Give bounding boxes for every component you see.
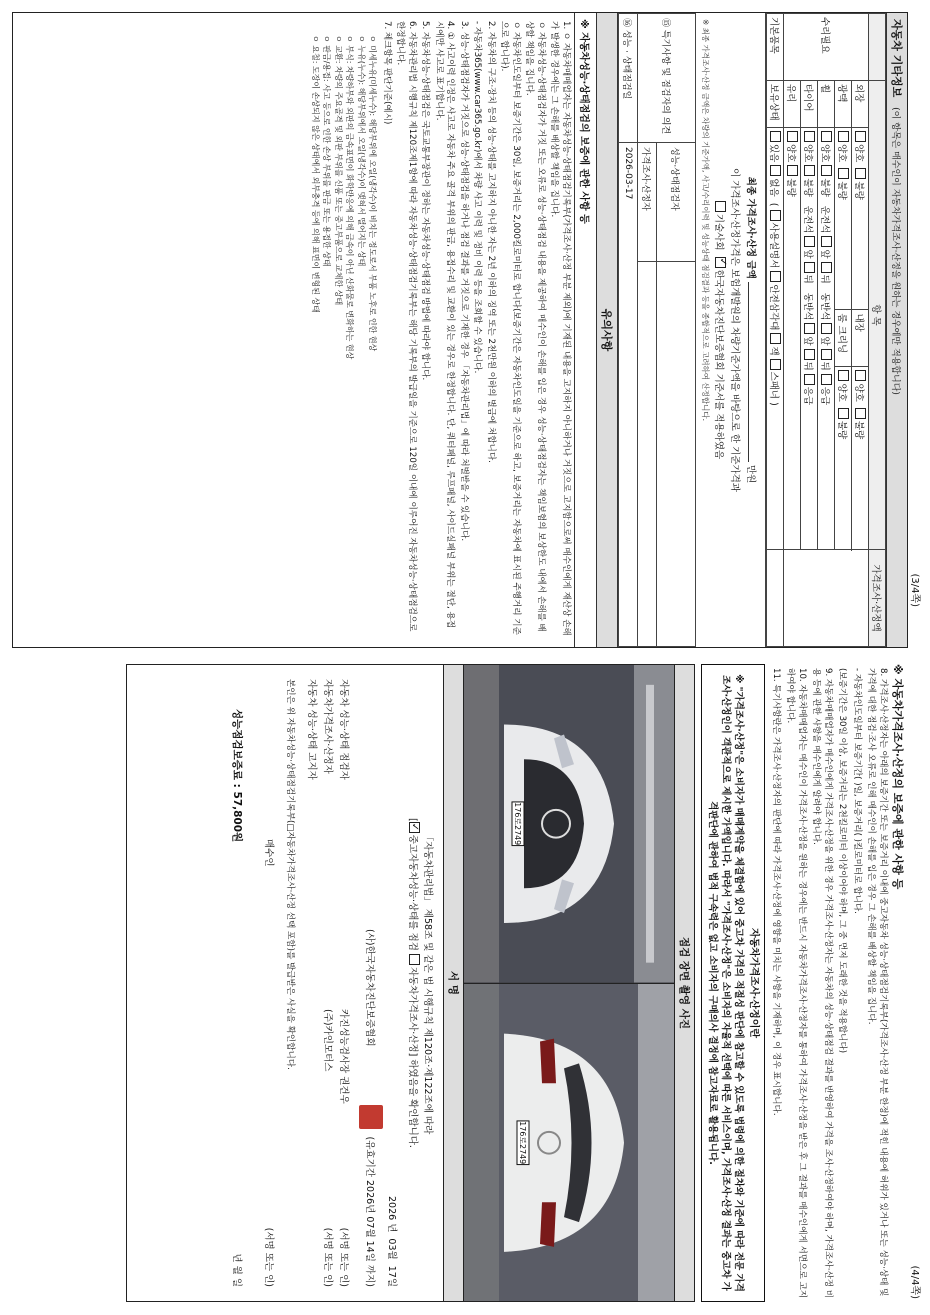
signature-title: 서 명	[444, 665, 464, 1301]
receipt-date: 년 월 일	[231, 1253, 243, 1287]
association-name: (사)한국자동차진단보증협회	[364, 929, 376, 1047]
checkbox[interactable]	[821, 374, 832, 385]
notice-list	[307, 13, 575, 647]
inspection-photo-frame	[464, 664, 696, 1302]
checkbox[interactable]	[770, 131, 781, 142]
callout-text: ※ "가격조사·산정"은 소비자가 매매계약을 체결함에 있어 중고차 가격의 적절성 판단에 참고할 수 있도록 법령에 의한 절차와 기준에 따라 전문 가격조사·산정인이 객관적으로 제시한 가액입니다. 따라서 "가격조사·산정"은 소비자의 자율적 선택에 따른 서비스이며, 가격조사·산정 결과는 중고차 가격판단에 관하여 법적 구속력은 없고 소비자의 구매의사 결정에 참고자료로 활용됩니다.	[707, 674, 745, 1292]
plate-text-rear: 176로2749	[518, 1120, 528, 1164]
checkbox[interactable]	[770, 165, 781, 176]
validity-period: (유효기간 2026년 07월 14일 까지)	[364, 1136, 376, 1287]
checkbox[interactable]	[804, 165, 815, 176]
checkbox[interactable]	[855, 168, 866, 179]
glass-label: 유리	[784, 81, 801, 128]
checkbox-used-car-inspection[interactable]	[410, 822, 421, 833]
basic-label: 기본품목	[767, 14, 784, 81]
price-guarantee-panel	[12, 664, 908, 1302]
checkbox[interactable]	[787, 165, 798, 176]
checkbox[interactable]	[787, 131, 798, 142]
sign-date: 2026 년 03월 17일	[386, 1196, 398, 1287]
signer-label: 자동차가격조사·산정자	[322, 679, 334, 774]
notice-item: ㅇ 자동차인도일부터 보증기간은 30일, 보증거리는 2,000킬로미터로 합니다(보증기간은 자동차인도일을 기준으로 하고, 보증거리는 자동차에 표시된 주행거리 기준으로 합니다).	[499, 21, 521, 635]
page-number-right: (4/4쪽)	[909, 1265, 920, 1299]
buyer-sign: (서명 또는 인)	[263, 1227, 275, 1287]
notice-item: ㅇ 자동차성능·상태점검자가 거짓 또는 오류로 성능·상태점검 내용을 제공하여 매수인이 손해를 입은 경우 성능·상태점검자는 책임보험의 보상한도 내에서 손해를 배상할 책임을 집니다.	[524, 21, 546, 632]
checkbox-price-appraisal[interactable]	[410, 954, 421, 965]
checkbox[interactable]	[821, 323, 832, 334]
checkbox[interactable]	[855, 131, 866, 142]
notice-item: 1. ㅇ 자동차매매업자는 자동차성능·상태점검기록부(가격조사·산정 부분 제외)에 기재된 내용을 고지하지 아니하거나 거짓으로 고지함으로써 매수인에게 재산상 손해가 발생한 경우에는 그 손해를 배상할 책임을 집니다.	[549, 21, 571, 636]
other-info-title: 자동차 기타정보	[890, 19, 903, 98]
inspection-date-value: 2026-03-17	[619, 143, 638, 647]
checkbox[interactable]	[770, 210, 781, 221]
final-price-label: 최종 가격조사·산정 금액	[745, 176, 756, 279]
inspector-remarks-table	[618, 13, 696, 647]
checkbox[interactable]	[770, 271, 781, 282]
signer-label: 자동차 성능·상태 고지자	[306, 679, 318, 780]
declaration-text: 「자동차관리법」 제58조 및 같은 법 시행규칙 제120조·제122조에 따라	[422, 831, 434, 1135]
notice-item: 2. 자동차의 구조·장치 등의 성능·상태를 고지하지 아니한 자는 2년 이하의 징역 또는 2천만원 이하의 벌금에 처합니다.	[486, 21, 496, 463]
criteria-item: ㅇ 부식: 차량하부와 외판의 금속표면이 화학반응에 의해 금속이 아닌 산화물로 변화하는 현상	[345, 35, 355, 360]
col-item: 항 목	[869, 81, 886, 550]
appraisal-callout	[702, 664, 766, 1302]
page-number-left: (3/4쪽)	[909, 573, 920, 607]
car-front-image	[465, 665, 675, 983]
row-wheel: 휠 양호 불량 운전석 앞 뒤 동반석 앞 뒤 응급	[818, 14, 835, 647]
row-gloss: 광택 양호 불량 룸 크리닝 양호 불량	[835, 14, 852, 647]
gloss-label: 광택	[835, 81, 852, 128]
final-price-block: 최종 가격조사·산정 금액 만원 이 가격조사·산정가격은 보험개발원의 차량기준가액을 바탕으로 한 기준가격과 기술사회 ✓한국자동차진단보증협회 기준서를 적용하였음 ※ 최종 가격조사·산정 금액은 차량의 기준가액, 사고/수리이력 및 성능상태 점검결과 등을 종합적으로 고려하여 산정합니다.	[696, 13, 766, 647]
photo-title: 점검 장면 촬영 사진	[675, 665, 695, 1301]
plate-text-front: 176로2749	[513, 802, 523, 846]
checkbox[interactable]	[855, 408, 866, 419]
tire-label: 타이어	[801, 81, 818, 128]
signer-sign: (서명 또는 인)	[338, 1227, 350, 1287]
criteria-item: ㅇ 요철: 도장이 손상되지 않은 상태에서 외부충격 등에 의해 표면이 변형된 상태	[311, 35, 320, 313]
exterior-label: 외장	[852, 81, 869, 128]
criteria-item: ㅇ 판금/용접: 사고 등으로 인한 손상 부위를 판금 또는 용접한 상태	[322, 35, 332, 267]
notice-item: 3. 성능·상태점검자가 거짓으로 성능·상태점검을 하거나 점검 결과를 거짓으로 기재한 경우 「자동차관리법」에 따라 처벌받을 수 있습니다.	[459, 21, 469, 542]
signature-frame: 서 명 「자동차관리법」 제58조 및 같은 법 시행규칙 제120조·제122조에 따라 [✓중고자동차성능·상태를 점검 자동차가격조사·산정] 하였음을 확인합니다. 2026 년 03월 17일 (사)한국자동차진단보증협회 (유효기간 2026년 07월 14일 까지) 자동차 성능·상태 점검자 카진성능검사장 권건우 (서명 또는 인) 자동차가격조사·산정자 (주)카인모터스 (서명 또는 인) 자동차 성능·상태 고지자 본인은 위 자동차성능·상태점검기록부(□자동차가격조사·산정 선택 포함)를 발급받은 사실을 확인합니다. 매수인 (서명 또는 인) 성능점검보증료 : 57,800원 년 월 일	[127, 664, 464, 1302]
checkbox[interactable]	[770, 333, 781, 344]
signer-label: 자동차 성능·상태 점검자	[338, 679, 350, 780]
other-info-header	[886, 13, 907, 647]
checkbox[interactable]	[838, 408, 849, 419]
guarantee-item: 11. 특기사항란은 가격조사·산정자의 판단에 따라 가격조사·산정에 영향을 미치는 사항을 기재하며, 이 경우 표시합니다.	[771, 668, 781, 1116]
checkbox[interactable]	[804, 323, 815, 334]
checkbox[interactable]	[821, 349, 832, 360]
guarantee-item: - 자동차인도일부터 보증기간( )일, 보증거리( )킬로미터로 합니다.	[852, 668, 862, 914]
criteria-item: ㅇ 교환: 차량의 주요골격 및 외판 부위를 신품 또는 중고부품으로 교체한 상태	[334, 35, 343, 306]
col-price: 가격조사·산정액	[869, 550, 886, 647]
notice-item: 6. 자동차관리법 시행규칙 제120조제1항에 따라 자동차성능·상태점검기록부는 해당 기록부의 발급일을 기준으로 120일 이내에 이루어진 자동차성능·상태점검으로 한정합니다.	[395, 21, 417, 632]
vehicle-other-info-panel	[12, 12, 908, 648]
criteria-item: ㅇ 누유(누수): 해당부위에서 오일(냉각수)이 맺혀서 떨어지는 상태	[357, 35, 366, 267]
interior-label: 내장	[852, 310, 869, 367]
buyer-label: 매수인	[263, 839, 275, 867]
other-info-table	[766, 13, 886, 647]
checkbox[interactable]	[821, 236, 832, 247]
wheel-label: 휠	[818, 81, 835, 128]
row-basic: 기본품목 보유상태 있음 없음 ( 사용설명서 안전삼각대 잭 스패너 )	[767, 14, 784, 647]
receipt-text: 본인은 위 자동차성능·상태점검기록부(□자동차가격조사·산정 선택 포함)를 발급받은 사실을 확인합니다.	[285, 679, 296, 1070]
checkbox-engineers[interactable]	[715, 201, 726, 212]
association-seal-icon	[360, 1105, 384, 1129]
checkbox[interactable]	[804, 374, 815, 385]
checkbox[interactable]	[821, 165, 832, 176]
checkbox[interactable]	[838, 131, 849, 142]
checkbox-kadia[interactable]	[715, 257, 726, 268]
interior-options: 양호 불량	[852, 367, 869, 550]
col-blank	[869, 14, 886, 81]
checkbox[interactable]	[821, 262, 832, 273]
signer-sign: (서명 또는 인)	[322, 1227, 334, 1287]
guarantee-item: (보증기간은 30일 이상, 보증거리는 2천킬로미터 이상이어야 하며, 그 중 먼저 도래한 것을 적용합니다)	[837, 668, 848, 1054]
price-note: ※ 최종 가격조사·산정 금액은 차량의 기준가액, 사고/수리이력 및 성능상태 점검결과 등을 종합적으로 고려하여 산정합니다.	[701, 19, 710, 421]
checkbox[interactable]	[855, 370, 866, 381]
front-photo	[465, 665, 675, 984]
guarantee-item: 8. 가격조사·산정자는 아래의 보증기간 또는 보증거리 이내에 중고자동차 성능·상태점검기록부(가격조사·산정 부분 한정)에 적힌 내용에 허위가 있거나 또는 성능·상태 및 가격에 대한 점검·조사 오류로 인해 매수인이 손해를 입은 경우 그 손해를 배상할 책임을 집니다.	[866, 668, 888, 1297]
checkbox[interactable]	[804, 262, 815, 273]
appraiser-role: 가격조사·산정자	[638, 143, 657, 262]
row-exterior	[852, 14, 869, 647]
price-basis-text: 이 가격조사·산정가격은 보험개발원의 차량기준가액을 바탕으로 한 기준가격과	[729, 168, 740, 492]
repair-label: 수리필요	[784, 14, 869, 81]
checkbox[interactable]	[804, 236, 815, 247]
guarantee-fee: 성능점검보증료 : 57,800원	[231, 709, 244, 843]
checkbox[interactable]	[838, 168, 849, 179]
inspection-date-label: ⑯ 성능 · 상태점검일	[619, 14, 638, 143]
inspector-role: 성능·상태점검자	[657, 143, 696, 262]
guarantee-item: 10. 자동차매매업자는 매수인이 가격조사·산정을 원하는 경우에는 반드시 자동차가격조사·산정자를 통하여 가격조사·산정을 받은 후 그 결과를 매수인에게 서면으로 고지하여야 합니다.	[785, 668, 807, 1299]
car-rear-image	[465, 984, 675, 1302]
guarantee-text	[770, 664, 889, 1302]
row-tire: 타이어 양호 불량 운전석 앞 뒤 동반석 앞 뒤 응급	[801, 14, 818, 647]
callout-title: 자동차가격조사·산정이란	[748, 927, 760, 1039]
rear-photo	[465, 984, 675, 1302]
checkbox[interactable]	[804, 131, 815, 142]
guarantee-item: 9. 자동차매매업자가 매수인에게 가격조사·산정을 위한 경우 가격조사·산정자는 자동차의 성능·상태점검 결과를 반영하여 가격을 조사·산정하여야 하며, 가격조사·산정 비용 등에 관한 사항을 매수인에게 알려야 합니다.	[811, 668, 833, 1299]
possession-label: 보유상태	[767, 81, 784, 128]
notice-subhead: ※ 자동차성능·상태점검의 보증에 관한 사항 등	[574, 13, 596, 647]
signer-name: 카진성능검사장 권건우	[338, 1009, 350, 1104]
notice-item: - 자동차365(www.car365.go.kr)에서 차량 사고 이력 및 정비 이력 등을 조회할 수 있습니다.	[472, 21, 483, 374]
signer-name: (주)카인모터스	[322, 1009, 334, 1072]
row-glass: 유리 양호 불량	[784, 14, 801, 647]
checkbox[interactable]	[821, 131, 832, 142]
notice-item: 5. 자동차성능·상태점검은 국토교통부장관이 정하는 자동차성능·상태점검 방법에 따라야 합니다.	[420, 21, 431, 381]
checkbox[interactable]	[770, 359, 781, 370]
price-column	[784, 550, 869, 647]
notice-header: 유의사항	[596, 13, 618, 647]
remarks-label: ⑮ 특기사항 및 점검자의 의견	[638, 14, 696, 143]
guarantee-header: ※ 자동차가격조사·산정의 보증에 관한 사항 등	[891, 664, 904, 890]
notice-item: 4. ① 사고이력 인정은 사고로 자동차 주요 골격 부위의 판금, 용접수리 및 교환이 있는 경우로 한정합니다. 단, 쿼터패널, 루프패널, 사이드실패널 부위는 절단, 용접 시에만 사고로 표기합니다.	[434, 21, 456, 629]
price-unit: 만원	[745, 464, 756, 484]
checkbox[interactable]	[838, 370, 849, 381]
room-cleaning-label: 룸 크리닝	[835, 310, 852, 367]
criteria-item: ㅇ 미세누유(미세누수): 해당부위에 오일(냉각수)이 비치는 정도로서 부품 노후로 인한 현상	[368, 35, 378, 352]
notice-item: 7. 체크항목 판단기준(예시)	[382, 21, 392, 125]
other-info-note: (이 항목은 매수인이 자동차가격조사·산정을 원하는 경우에만 적용합니다)	[890, 107, 900, 395]
checkbox[interactable]	[804, 349, 815, 360]
exterior-options: 양호 불량	[852, 128, 869, 310]
